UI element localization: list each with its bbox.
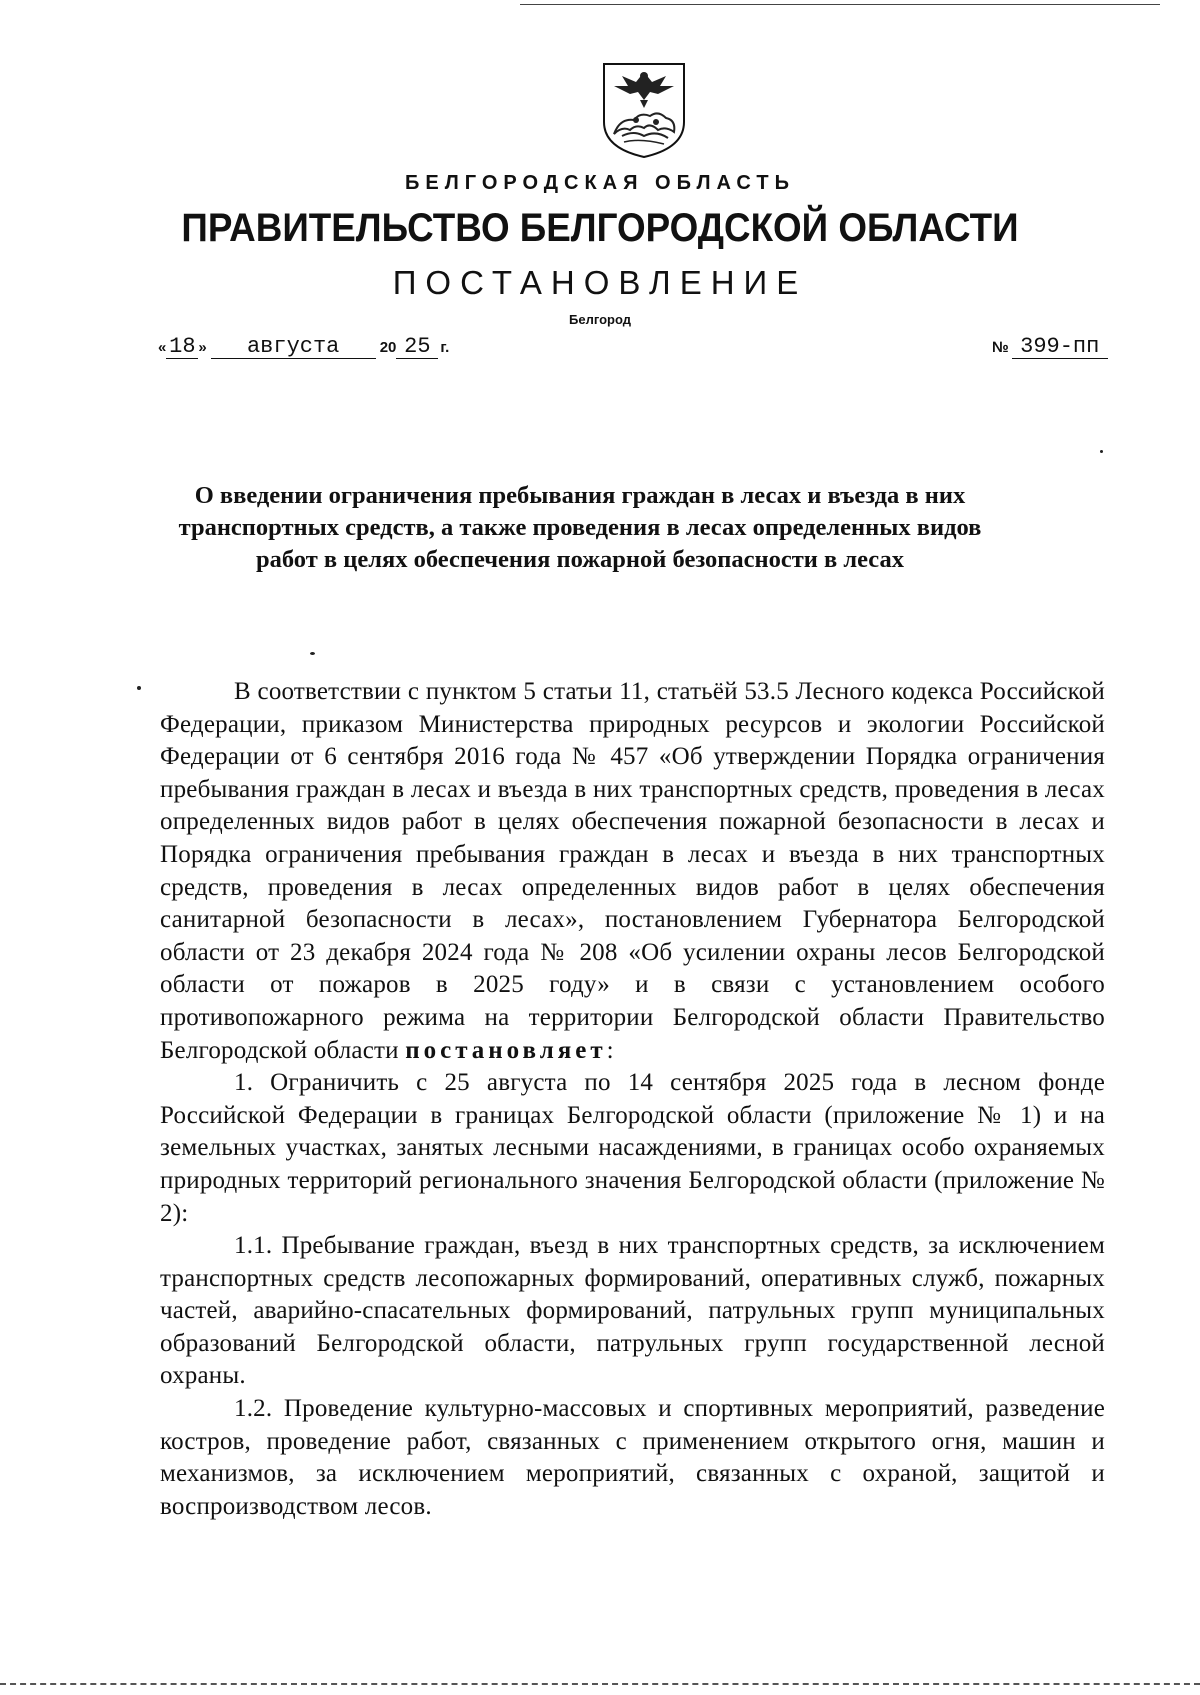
date-open-quote: « [158,339,167,356]
scan-speck [137,686,141,690]
body-paragraph-1-1: 1.1. Пребывание граждан, въезд в них транспортных средств, за исключением транспортных средств лесопожарных формирований, оперативных служб, пожарных частей, аварийно-спасательных формирований, патрульных групп муниципальных образований Белгородской области, патрульных групп государственной лесной охраны. [160,1232,1105,1390]
date-year-suffix: г. [440,339,450,356]
scan-edge-line [0,1683,1200,1685]
preamble-text: В соответствии с пунктом 5 статьи 11, статьёй 53.5 Лесного кодекса Российской Федерации, приказом Министерства природных ресурсов и экологии Российской Федерации от 6 сентября 2016 года № 457 «Об утверждении Порядка ограничения пребывания граждан в лесах и въезда в них транспортных средств, проведения в лесах определенных видов работ в целях обеспечения пожарной безопасности в лесах и Порядка ограничения пребывания граждан в лесах и въезда в них транспортных средств, проведения в лесах определенных видов работ в целях обеспечения санитарной безопасности в лесах», постановлением Губернатора Белгородской области от 23 декабря 2024 года № 208 «Об усилении охраны лесов Белгородской области от пожаров в 2025 году» и в связи с установлением особого противопожарного режима на территории Белгородской области Правительство Белгородской области [160,678,1105,1064]
document-type: ПОСТАНОВЛЕНИЕ [392,264,808,301]
date-close-quote: » [198,339,207,356]
body-paragraph-1: 1. Ограничить с 25 августа по 14 сентября 2025 года в лесном фонде Российской Федерации в границах Белгородской области (приложение № 1) и на земельных участках, занятых лесными насаждениями, в границах особо охраняемых природных территорий регионального значения Белгородской области (приложение № 2): [160,1069,1105,1227]
coat-of-arms-emblem [600,60,688,160]
scan-speck [1100,450,1103,453]
document-date [158,336,449,359]
city-label: Белгород [569,312,631,327]
resolves-keyword: постановляет [405,1036,607,1064]
document-title: О введении ограничения пребывания граждан в лесах и въезда в них транспортных средств, а также проведения в лесах определенных видов работ в целях обеспечения пожарной безопасности в лесах [178,482,982,573]
number-value: 399-пп [1012,336,1108,359]
number-prefix: № [992,339,1009,356]
date-month: августа [211,336,376,359]
document-body [160,676,1105,1523]
date-year: 25 [396,336,438,359]
preamble-end: : [606,1036,614,1064]
body-paragraph-preamble [160,676,1105,1067]
date-day: 18 [166,336,198,359]
scan-edge-line [520,4,1160,5]
body-paragraph-1-2: 1.2. Проведение культурно-массовых и спортивных мероприятий, разведение костров, проведение работ, связанных с применением открытого огня, машин и механизмов, за исключением мероприятий, связанных с охраной, защитой и воспроизводством лесов. [160,1395,1105,1520]
scan-speck [310,652,315,655]
government-name: ПРАВИТЕЛЬСТВО БЕЛГОРОДСКОЙ ОБЛАСТИ [181,206,1019,250]
region-label: БЕЛГОРОДСКАЯ ОБЛАСТЬ [405,172,795,194]
document-number [992,336,1108,359]
date-century: 20 [379,339,397,356]
